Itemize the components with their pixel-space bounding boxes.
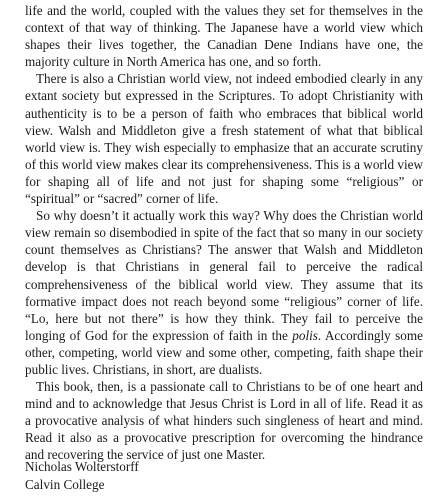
paragraph-1: life and the world, coupled with the values they set for themselves in the context of that way of thinking. The Japanese have a world view which shapes their lives together, the Canadian Dene Indians have one, the majority culture in North America has one, and so forth. [25,3,423,70]
signature-block [25,458,139,493]
foreword-body [25,2,423,464]
paragraph-2: There is also a Christian world view, not indeed embodied clearly in any extant society but expressed in the Scriptures. To adopt Christianity with authenticity is to be a person of faith who embraces that biblical world view. Walsh and Middleton give a fresh statement of what that biblical world view is. They wish especially to emphasize that an accurate scrutiny of this world view makes clear its comprehensiveness. This is a world view for shaping all of life and not just for shaping some “religious” or “spiritual” or “sacred” corner of life. [25,71,423,207]
author-name: Nicholas Wolterstorff [25,459,139,474]
emphasis-polis: polis [292,327,318,343]
paragraph-4: This book, then, is a passionate call to Christians to be of one heart and mind and to acknowledge that Jesus Christ is Lord in all of life. Read it as a provocative analysis of what hinders such singleness of heart and mind. Read it also as a provocative prescription for overcoming the hindrance and recovering the service of just one Master. [25,379,423,463]
author-affiliation: Calvin College [25,476,105,492]
paragraph-3: So why doesn’t it actually work this way? Why does the Christian world view remain so disembodied in spite of the fact that so many in our society count themselves as Christians? The answer that Walsh and Middleton develop is that Christians in general fail to perceive the radical comprehensiveness of the biblical world view. They assume that its formative impact does not reach beyond some “religious” corner of life. “Lo, here but not there” is how they think. They fail to perceive the longing of God for the expression of faith in the polis. Accordingly some other, competing, world view and some other, competing, faith shape their public lives. Christians, in short, are dualists. [25,208,423,377]
